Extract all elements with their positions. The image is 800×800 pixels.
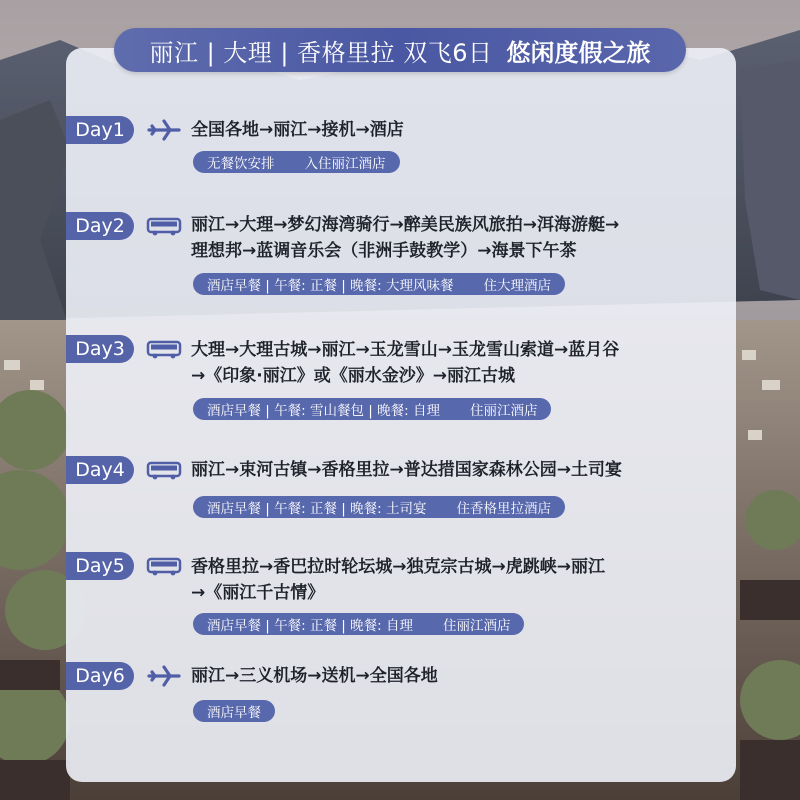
route-line: →《丽江千古情》 (191, 583, 325, 603)
hotel-info: 住丽江酒店 (442, 618, 511, 634)
meal-info: 酒店早餐 | 午餐: 正餐 | 晚餐: 土司宴 (207, 501, 427, 517)
page-title (114, 28, 686, 72)
hotel-info: 住丽江酒店 (469, 403, 538, 419)
route-line: 丽江→束河古镇→香格里拉→普达措国家森林公园→土司宴 (191, 460, 622, 480)
route-line: 香格里拉→香巴拉时轮坛城→独克宗古城→虎跳峡→丽江 (191, 557, 605, 577)
bus-icon (146, 459, 182, 481)
airplane-icon (146, 665, 182, 687)
day-badge: Day2 (66, 212, 134, 240)
bus-icon (146, 215, 182, 237)
hotel-info: 入住丽江酒店 (304, 156, 386, 172)
day-badge: Day4 (66, 456, 134, 484)
airplane-icon (146, 119, 182, 141)
meal-hotel-pill (193, 613, 524, 635)
day-route (191, 554, 711, 606)
meal-info: 酒店早餐 | 午餐: 雪山餐包 | 晚餐: 自理 (207, 403, 440, 419)
day-badge: Day6 (66, 662, 134, 690)
title-main: 丽江 | 大理 | 香格里拉 双飞6日 (149, 38, 493, 67)
hotel-info: 住香格里拉酒店 (456, 501, 551, 517)
day-route (191, 212, 711, 264)
day-badge: Day3 (66, 335, 134, 363)
route-line: 大理→大理古城→丽江→玉龙雪山→玉龙雪山索道→蓝月谷 (191, 340, 620, 360)
meal-info: 无餐饮安排 (207, 156, 275, 172)
day-route (191, 663, 711, 689)
meal-hotel-pill (193, 151, 400, 173)
meal-info: 酒店早餐 | 午餐: 正餐 | 晚餐: 大理风味餐 (207, 278, 454, 294)
route-line: 全国各地→丽江→接机→酒店 (191, 120, 404, 140)
meal-info: 酒店早餐 | 午餐: 正餐 | 晚餐: 自理 (207, 618, 413, 634)
hotel-info: 住大理酒店 (483, 278, 551, 294)
route-line: 丽江→大理→梦幻海湾骑行→醉美民族风旅拍→洱海游艇→ (191, 215, 620, 235)
bus-icon (146, 555, 182, 577)
route-line: 丽江→三义机场→送机→全国各地 (191, 666, 438, 686)
meal-hotel-pill (193, 273, 565, 295)
meal-hotel-pill (193, 496, 565, 518)
meal-info: 酒店早餐 (207, 705, 261, 721)
route-line: 理想邦→蓝调音乐会（非洲手鼓教学）→海景下午茶 (191, 241, 577, 261)
meal-hotel-pill (193, 398, 551, 420)
day-route (191, 337, 711, 389)
day-route (191, 457, 711, 483)
title-sub: 悠闲度假之旅 (506, 38, 651, 67)
route-line: →《印象·丽江》或《丽水金沙》→丽江古城 (191, 366, 515, 386)
day-badge: Day1 (66, 116, 134, 144)
bus-icon (146, 338, 182, 360)
day-badge: Day5 (66, 552, 134, 580)
day-route (191, 117, 711, 143)
meal-hotel-pill (193, 700, 275, 722)
